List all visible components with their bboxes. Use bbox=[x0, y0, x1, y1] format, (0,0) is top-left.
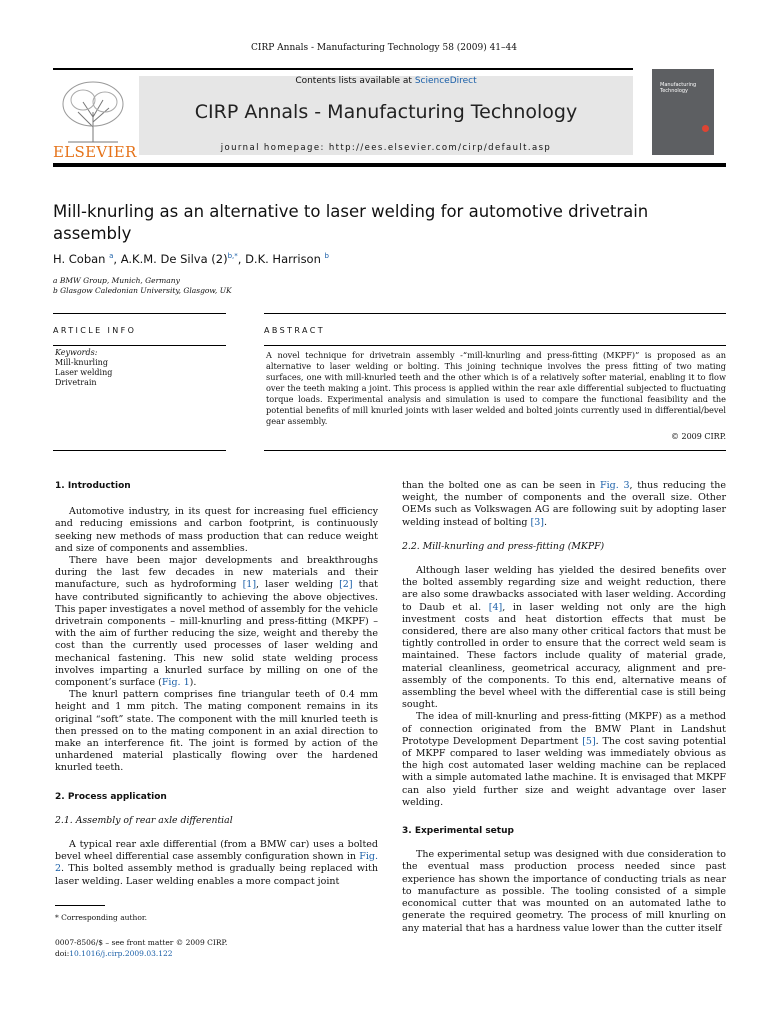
author-name: A.K.M. De Silva bbox=[120, 252, 208, 266]
cover-title: Manufacturing Technology bbox=[660, 82, 697, 94]
author-name: H. Coban bbox=[53, 252, 106, 266]
footnote-rule bbox=[55, 905, 105, 906]
copyright: © 2009 CIRP. bbox=[670, 432, 726, 441]
text-run: . bbox=[544, 516, 548, 528]
citation-link[interactable]: [2] bbox=[339, 579, 353, 591]
doi-line bbox=[55, 948, 227, 959]
text-run: There have been major developments and breakthroughs during the last few decades in new materials and their manufacture, such as hydroforming bbox=[55, 555, 378, 591]
abstract-top-rule bbox=[264, 313, 726, 314]
affiliation-marker[interactable]: b,* bbox=[227, 252, 238, 261]
article-info-heading: ARTICLE INFO bbox=[53, 326, 137, 335]
sciencedirect-link[interactable]: ScienceDirect bbox=[414, 76, 477, 86]
paragraph: The experimental setup was designed with due consideration to the eventual mass production process needed since past experience has shown the importance of conducting trials as near to manufacture as possible. The tooling consisted of a simple economical cutter that was mounted on an automated lathe to generate the required geometry. The process of mill knurling on any material that has a hardness value lower than the cutter itself bbox=[402, 849, 726, 934]
doi-prefix: doi: bbox=[55, 949, 70, 958]
journal-homepage-link[interactable]: journal homepage: http://ees.elsevier.com/cirp/default.asp bbox=[220, 143, 552, 153]
text-run: that have contributed significantly to achieving the above objectives. This paper investigates a novel method of assembly for the vehicle drivetrain components – mill-knurling and press-fitting (MKPF) – with the aim of further reducing the size, weight and thereby the cost than the currently used processes of laser welding and mechanical fastening. This new solid state welding process involves imparting a knurled surface by milling on one of the component’s surface ( bbox=[55, 579, 378, 689]
figure-link[interactable]: Fig. 1 bbox=[161, 677, 190, 689]
running-title: CIRP Annals - Manufacturing Technology 58 (2009) 41–44 bbox=[251, 43, 517, 53]
text-run: ). bbox=[189, 677, 197, 689]
citation-link[interactable]: [4] bbox=[488, 601, 503, 613]
info-bottom-rule bbox=[53, 450, 226, 451]
text-run: . This bolted assembly method is gradually being replaced with laser welding. Laser welding enables a more compact joint bbox=[55, 863, 378, 887]
keyword: Laser welding bbox=[55, 368, 113, 377]
citation-link[interactable]: [1] bbox=[242, 579, 257, 591]
author-name: D.K. Harrison bbox=[245, 252, 321, 266]
section-heading: 1. Introduction bbox=[55, 481, 131, 491]
doi-link[interactable]: 10.1016/j.cirp.2009.03.122 bbox=[69, 949, 173, 958]
cover-logo-icon bbox=[702, 125, 709, 132]
info-top-rule bbox=[53, 313, 226, 314]
text-run: A typical rear axle differential (from a BMW car) uses a bolted bevel wheel differential case assembly configuration shown in bbox=[55, 839, 378, 863]
footnote: * Corresponding author. bbox=[55, 913, 148, 922]
paragraph: Automotive industry, in its quest for increasing fuel efficiency and reducing emissions and carbon footprint, is continuously seeking new methods of mass production that can reduce weight and size of components and assemblies. bbox=[55, 506, 378, 554]
affiliation-marker[interactable]: b bbox=[324, 252, 329, 261]
abstract-bottom-rule bbox=[264, 450, 726, 451]
subsection-heading: 2.2. Mill-knurling and press-fitting (MKPF) bbox=[402, 540, 605, 552]
abstract-heading: ABSTRACT bbox=[264, 326, 326, 335]
text-run: than the bolted one as can be seen in bbox=[402, 480, 601, 491]
paragraph bbox=[55, 839, 378, 888]
keywords-block bbox=[55, 348, 225, 388]
paragraph bbox=[402, 480, 726, 529]
keyword: Drivetrain bbox=[55, 378, 97, 387]
info-mid-rule bbox=[53, 345, 226, 346]
affiliation-marker[interactable]: a bbox=[109, 252, 114, 261]
abstract-text: A novel technique for drivetrain assembly -“mill-knurling and press-fitting (MKPF)” is proposed as an alternative to laser welding or bolting. This joining technique involves the press fitting of two mating surfaces, one with mill-knurled teeth and the other which is of a relatively softer material, enabling it to flow over the teeth making a joint. This process is applied within the rear axle differential subjected to fluctuating torque loads. Experimental analysis and simulation is used to compare the functional feasibility and the potential benefits of mill knurled joints with laser welded and bolted joints currently used in differential/bevel gear assembly. bbox=[266, 350, 726, 426]
keywords-label: Keywords: bbox=[55, 348, 98, 357]
paragraph bbox=[402, 711, 726, 809]
figure-link[interactable]: Fig. 2 bbox=[55, 851, 378, 875]
subsection-heading: 2.1. Assembly of rear axle differential bbox=[55, 814, 233, 826]
paragraph bbox=[55, 555, 378, 689]
affiliation: b Glasgow Caledonian University, Glasgow, UK bbox=[53, 286, 232, 295]
section-heading: 2. Process application bbox=[55, 791, 167, 802]
figure-link[interactable]: Fig. 3 bbox=[600, 480, 630, 491]
affiliation: a BMW Group, Munich, Germany bbox=[53, 276, 180, 285]
header-rule bbox=[53, 68, 633, 70]
text-run: . The cost saving potential of MKPF compared to laser welding was immediately obvious as the high cost automated laser welding machine can be replaced with a simple automated lathe machine. It is envisaged that MKPF can also yield further size and weight advantage over laser welding. bbox=[402, 735, 726, 808]
article-title: Mill-knurling as an alternative to laser welding for automotive drivetrain assembly bbox=[53, 202, 649, 243]
text-run: , laser welding bbox=[256, 579, 340, 591]
issn-line: 0007-8506/$ – see front matter © 2009 CIRP. bbox=[55, 938, 228, 947]
issn-doi-block bbox=[55, 937, 227, 959]
right-column bbox=[402, 480, 726, 935]
text-run: , in laser welding not only are the high investment costs and heat distortion effects that must be considered, there are also many other critical factors that must be tightly controlled in order to ensure that the correct weld seam is maintained. These factors include quality of material grade, material cleanliness, geometrical accuracy, alignment and pre-assembly of the components. To this end, alternative means of assembling the bevel wheel with the differential case is still being sought. bbox=[402, 601, 727, 711]
citation-link[interactable]: [3] bbox=[530, 516, 545, 528]
section-heading: 3. Experimental setup bbox=[402, 826, 514, 837]
text-run: The idea of mill-knurling and press-fitting (MKPF) as a method of connection originated from the BMW Plant in Landshut Prototype Development Department bbox=[402, 711, 726, 747]
paragraph: The knurl pattern comprises fine triangular teeth of 0.4 mm height and 1 mm pitch. The mating component remains in its original “soft” state. The component with the mill knurled teeth is then pressed on to the mating component in an axial direction to make an interference fit. The joint is formed by action of the unhardened material plastically flowing over the hardened knurled teeth. bbox=[55, 689, 378, 774]
author-list: H. Coban $^a$, A.K.M. De Silva $(2)^{b,*}$, D.K. Harrison $^b$ bbox=[53, 252, 329, 266]
journal-title: CIRP Annals - Manufacturing Technology bbox=[194, 101, 578, 123]
left-column bbox=[55, 480, 378, 888]
publisher-name: ELSEVIER bbox=[53, 143, 137, 161]
text-run: Although laser welding has yielded the desired benefits over the bolted assembly regarding size and weight reduction, there are also some drawbacks associated with laser welding. According to Daub et al. bbox=[402, 565, 726, 613]
header-thick-rule bbox=[53, 163, 726, 167]
text-run: , thus reducing the weight, the number of components and the overall size. Other OEMs such as Volkswagen AG are following suit by adopting laser welding instead of bolting bbox=[402, 480, 726, 528]
paragraph bbox=[402, 565, 726, 711]
keyword: Mill-knurling bbox=[55, 358, 108, 367]
cirp-fellow-marker: (2) bbox=[207, 252, 228, 266]
affiliations bbox=[53, 276, 353, 296]
citation-link[interactable]: [5] bbox=[582, 735, 596, 747]
abstract-mid-rule bbox=[264, 345, 726, 346]
contents-prefix: Contents lists available at bbox=[295, 76, 415, 86]
contents-line bbox=[139, 76, 633, 86]
